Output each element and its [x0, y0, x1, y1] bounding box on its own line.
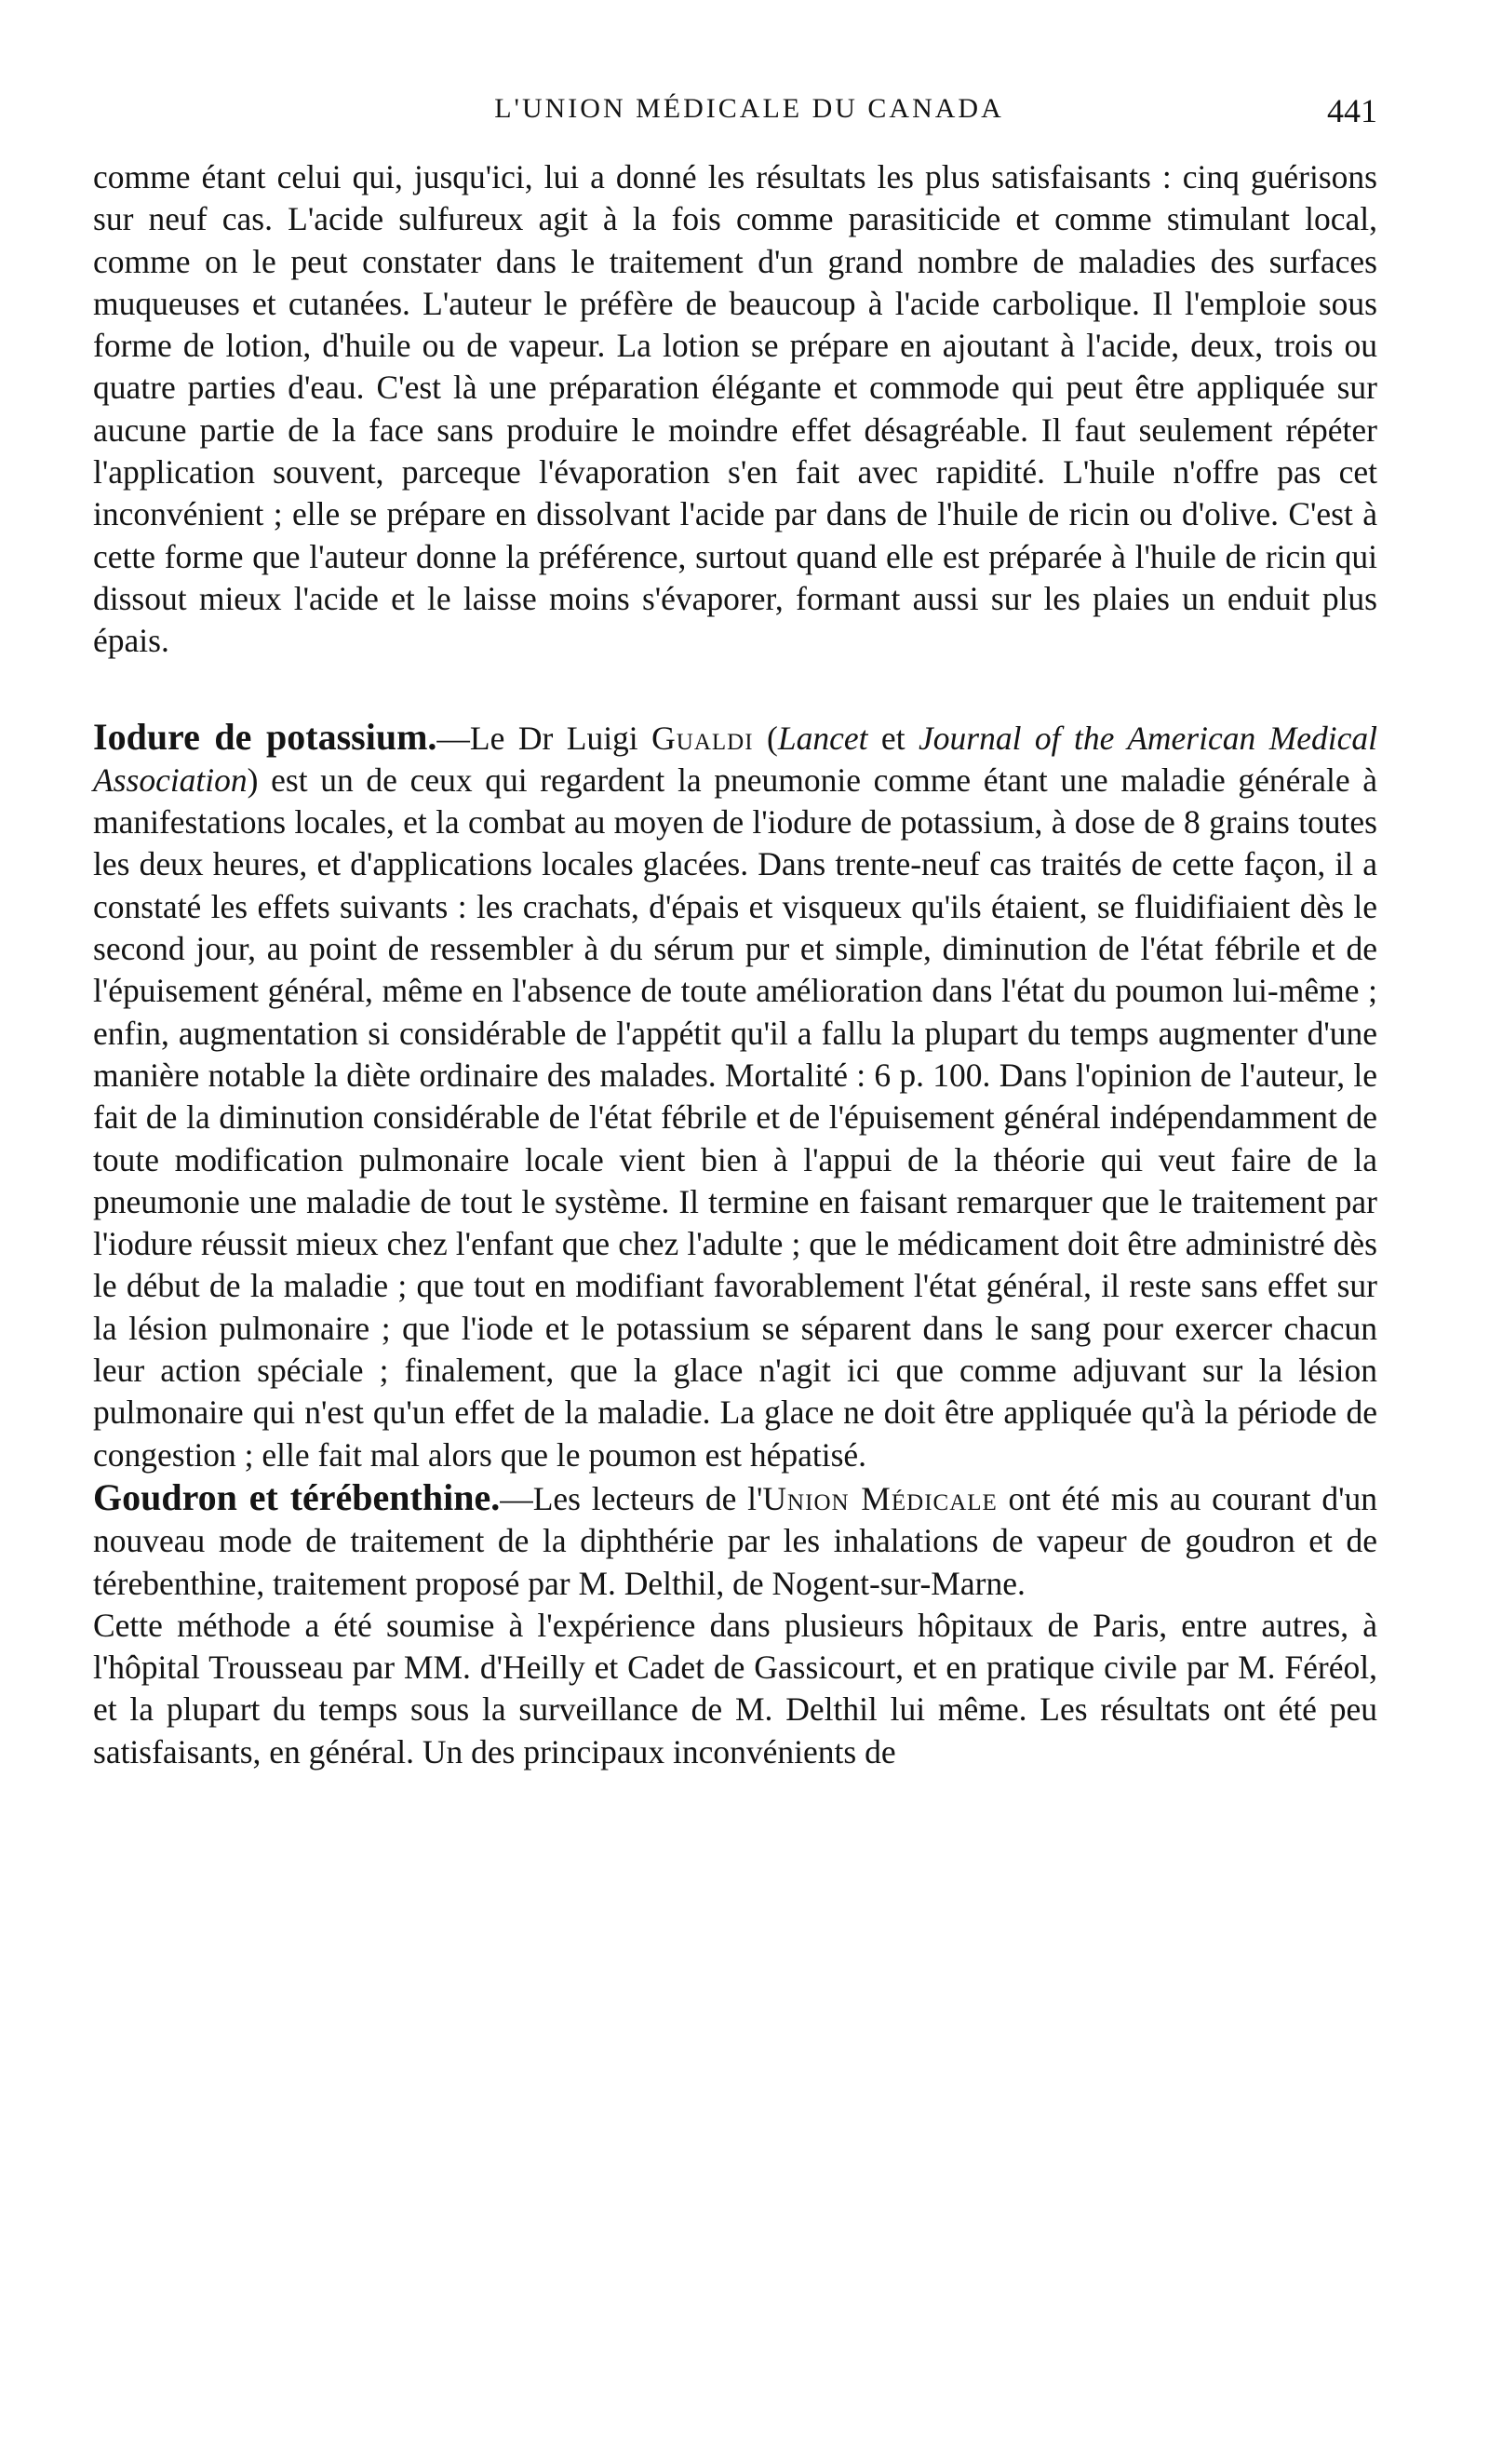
section-goudron — [93, 1476, 1377, 1773]
goudron-title: Goudron et térébenthine. — [93, 1475, 501, 1518]
running-title: L'UNION MÉDICALE DU CANADA — [494, 93, 1004, 124]
goudron-text: ont été mis au courant d'un nouveau mode de traitement de la diphthérie par les inhalations de vapeur de goudron et de térebenthine, traitement proposé par M. Delthil, de Nogent-sur-Marne. — [93, 1479, 1377, 1602]
iodure-author: Gualdi — [651, 719, 754, 757]
section-iodure — [93, 716, 1377, 1476]
page-number: 441 — [1327, 92, 1377, 129]
goudron-paragraph — [93, 1476, 1377, 1605]
iodure-paragraph — [93, 716, 1377, 1476]
intro-paragraph: comme étant celui qui, jusqu'ici, lui a donné les résultats les plus satisfaisants : cinq guérisons sur neuf cas. L'acide sulfureux agit à la fois comme parasiticide et comme stimulant local, comme on le peut constater dans le traitement d'un grand nombre de maladies des surfaces muqueuses et cutanées. L'auteur le préfère de beaucoup à l'acide carbolique. Il l'emploie sous forme de lotion, d'huile ou de vapeur. La lotion se prépare en ajoutant à l'acide, deux, trois ou quatre parties d'eau. C'est là une préparation élégante et commode qui peut être appliquée sur aucune partie de la face sans produire le moindre effet désagréable. Il faut seulement répéter l'application souvent, parceque l'évaporation s'en fait avec rapidité. L'huile n'offre pas cet inconvénient ; elle se prépare en dissolvant l'acide par dans de l'huile de ricin ou d'olive. C'est à cette forme que l'auteur donne la préférence, surtout quand elle est préparée à l'huile de ricin qui dissout mieux l'acide et le laisse moins s'évaporer, formant aussi sur les plaies un enduit plus épais. — [93, 158, 1377, 660]
iodure-text: ) est un de ceux qui regardent la pneumonie comme étant une maladie générale à manifestations locales, et la combat au moyen de l'iodure de potassium, à dose de 8 grains toutes les deux heures, et d'applications locales glacées. Dans trente-neuf cas traités de cette façon, il a constaté les effets suivants : les crachats, d'épais et visqueux qu'ils étaient, se fluidifiaient dès le second jour, au point de ressembler à du sérum pur et simple, diminution de l'état fébrile et de l'épuisement général, même en l'absence de toute amélioration dans l'état du poumon lui-même ; enfin, augmentation si considérable de l'appétit qu'il a fallu la plupart du temps augmenter d'une manière notable la diète ordinaire des malades. Mortalité : 6 p. 100. Dans l'opinion de l'auteur, le fait de la diminution considérable de l'état fébrile et de l'épuisement général indépendamment de toute modification pulmonaire locale vient bien à l'appui de la théorie qui veut faire de la pneumonie une maladie de tout le système. Il termine en faisant remarquer que le traitement par l'iodure réussit mieux chez l'enfant que chez l'adulte ; que le médicament doit être administré dès le début de la maladie ; que tout en modifiant favorablement l'état général, il reste sans effet sur la lésion pulmonaire ; que l'iode et le potassium se séparent dans le sang pour exercer chacun leur action spéciale ; finalement, que la glace n'agit ici que comme adjuvant sur la lésion pulmonaire qui n'est qu'un effet de la maladie. La glace ne doit être appliquée qu'à la période de congestion ; elle fait mal alors que le poumon est hépatisé. — [93, 761, 1377, 1474]
goudron-journal: Union Médicale — [762, 1479, 998, 1517]
goudron-intro: —Les lecteurs de l' — [500, 1479, 763, 1517]
iodure-source-jama: Journal of the American Medical Association — [93, 719, 1378, 799]
iodure-open-paren: ( — [753, 719, 778, 757]
iodure-and: et — [867, 719, 919, 757]
iodure-source-lancet: Lancet — [777, 719, 868, 757]
iodure-byline: —Le Dr Luigi — [436, 719, 652, 757]
article-body — [93, 156, 1377, 1773]
iodure-title: Iodure de potassium. — [93, 715, 437, 758]
page-header — [121, 93, 1377, 149]
goudron-paragraph-2: Cette méthode a été soumise à l'expérience dans plusieurs hôpitaux de Paris, entre autres, à l'hôpital Trousseau par MM. d'Heilly et Cadet de Gassicourt, et en pratique civile par M. Féréol, et la plupart du temps sous la surveillance de M. Delthil lui même. Les résultats ont été peu satisfaisants, en général. Un des principaux inconvénients de — [93, 1606, 1377, 1771]
